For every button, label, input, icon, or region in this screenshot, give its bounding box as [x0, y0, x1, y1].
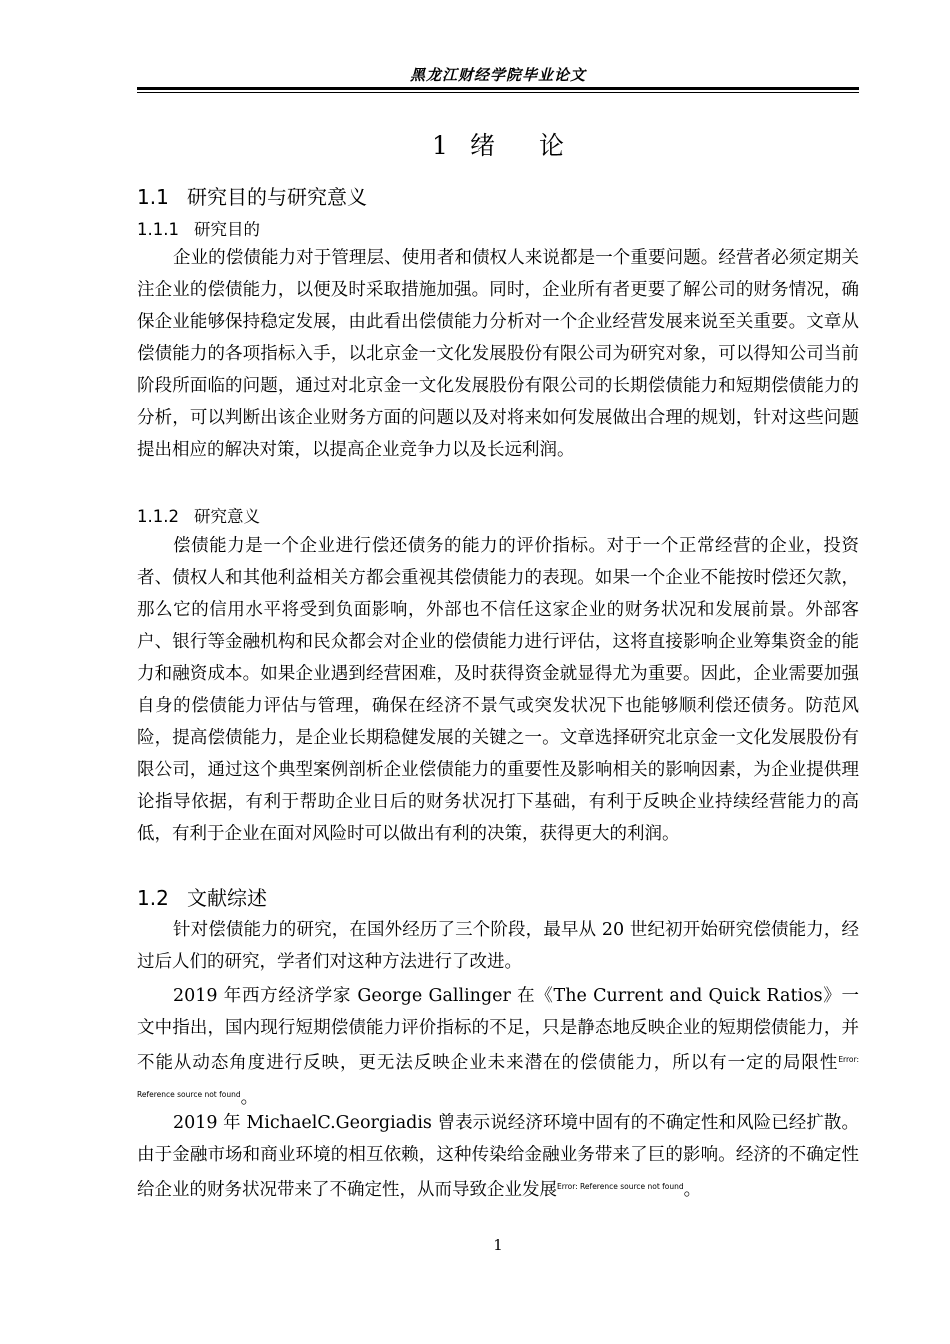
paragraph-literature-gallinger [137, 980, 859, 1114]
reference-error-marker: Error: Reference source not found [557, 1182, 684, 1191]
section-title: 研究目的与研究意义 [187, 185, 367, 209]
header-rule-thick [137, 87, 859, 90]
paragraph-text: 2019 年 MichaelC.Georgiadis 曾表示说经济环境中固有的不确定性和风险已经扩散。由于金融市场和商业环境的相互依赖，这种传染给金融业务带来了巨的影响。经济的不确定性给企业的财务状况带来了不确定性，从而导致企业发展 [137, 1113, 859, 1200]
section-title: 文献综述 [187, 886, 267, 910]
paragraph-text: 2019 年西方经济学家 George Gallinger 在《The Current and Quick Ratios》一文中指出，国内现行短期偿债能力评价指标的不足，只是静态地反映企业的短期偿债能力，并不能从动态角度进行反映，更无法反映企业未来潜在的偿债能力，所以有一定的局限性 [137, 986, 859, 1073]
paragraph-end-punct: 。 [240, 1088, 259, 1108]
subsection-number: 1.1.1 [137, 220, 179, 239]
chapter-title-char1: 绪 [469, 131, 495, 160]
paragraph-literature-intro: 针对偿债能力的研究，在国外经历了三个阶段，最早从 20 世纪初开始研究偿债能力，经过后人们的研究，学者们对这种方法进行了改进。 [137, 920, 859, 972]
chapter-number: 1 [432, 131, 448, 160]
subsection-number: 1.1.2 [137, 507, 179, 526]
header-rule-thin [137, 92, 859, 93]
chapter-title-char2: 论 [538, 131, 564, 160]
subsection-title: 研究目的 [194, 220, 260, 239]
chapter-title [137, 126, 859, 162]
paragraph-end-punct: 。 [683, 1180, 702, 1200]
paragraph-research-significance: 偿债能力是一个企业进行偿还债务的能力的评价指标。对于一个正常经营的企业，投资者、债权人和其他利益相关方都会重视其偿债能力的表现。如果一个企业不能按时偿还欠款，那么它的信用水平将受到负面影响，外部也不信任这家企业的财务状况和发展前景。外部客户、银行等金融机构和民众都会对企业的偿债能力进行评估，这将直接影响企业筹集资金的能力和融资成本。如果企业遇到经营困难，及时获得资金就显得尤为重要。因此，企业需要加强自身的偿债能力评估与管理，确保在经济不景气或突发状况下也能够顺利偿还债务。防范风险，提高偿债能力，是企业长期稳健发展的关键之一。文章选择研究北京金一文化发展股份有限公司，通过这个典型案例剖析企业偿债能力的重要性及影响相关的影响因素，为企业提供理论指导依据，有利于帮助企业日后的财务状况打下基础，有利于反映企业持续经营能力的高低，有利于企业在面对风险时可以做出有利的决策，获得更大的利润。 [137, 536, 859, 844]
section-heading-1-2 [137, 882, 267, 911]
subsection-heading-1-1-1 [137, 216, 260, 240]
section-number: 1.2 [137, 886, 169, 910]
subsection-heading-1-1-2 [137, 503, 260, 527]
page-number: 1 [493, 1236, 503, 1254]
paragraph-literature-georgiadis [137, 1107, 859, 1206]
section-number: 1.1 [137, 185, 169, 209]
paragraph-research-purpose: 企业的偿债能力对于管理层、使用者和债权人来说都是一个重要问题。经营者必须定期关注企业的偿债能力，以便及时采取措施加强。同时，企业所有者更要了解公司的财务情况，确保企业能够保持稳定发展，由此看出偿债能力分析对一个企业经营发展来说至关重要。文章从偿债能力的各项指标入手，以北京金一文化发展股份有限公司为研究对象，可以得知公司当前阶段所面临的问题，通过对北京金一文化发展股份有限公司的长期偿债能力和短期偿债能力的分析，可以判断出该企业财务方面的问题以及对将来如何发展做出合理的规划，针对这些问题提出相应的解决对策，以提高企业竞争力以及长远利润。 [137, 248, 859, 460]
section-heading-1-1 [137, 181, 367, 210]
reference-error-marker: Error: Reference source not found [137, 1055, 859, 1099]
running-header: 黑龙江财经学院毕业论文 [409, 66, 586, 84]
subsection-title: 研究意义 [194, 507, 260, 526]
